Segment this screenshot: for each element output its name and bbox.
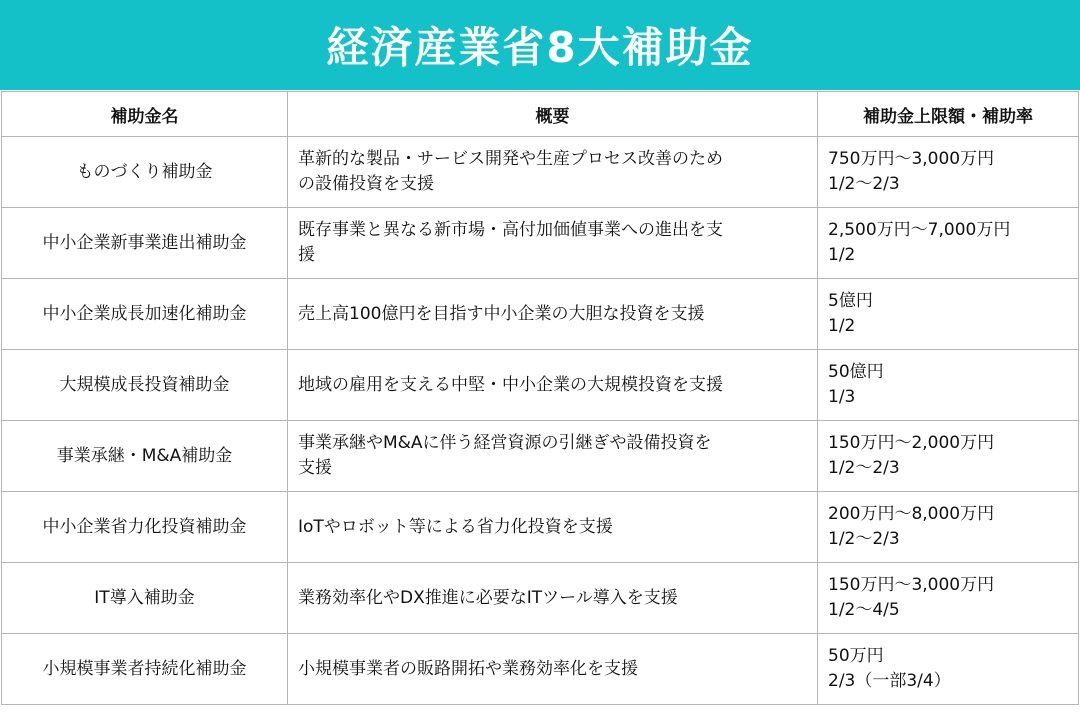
subsidy-rate: 1/2 — [828, 245, 856, 265]
limit-amount: 150万円～3,000万円 — [828, 575, 995, 595]
summary-cell — [288, 208, 818, 279]
summary-line: 革新的な製品・サービス開発や生産プロセス改善のため — [298, 149, 723, 169]
summary-cell — [288, 634, 818, 705]
subsidy-name-cell: ものづくり補助金 — [2, 137, 288, 208]
limit-amount: 50万円 — [828, 646, 884, 666]
summary-line: 小規模事業者の販路開拓や業務効率化を支援 — [298, 658, 638, 679]
table-header-row — [2, 92, 1079, 137]
limit-rate-cell — [818, 634, 1079, 705]
limit-rate-cell — [818, 421, 1079, 492]
summary-cell — [288, 563, 818, 634]
summary-line: 既存事業と異なる新市場・高付加価値事業への進出を支 — [298, 220, 723, 240]
summary-cell — [288, 279, 818, 350]
subsidy-rate: 1/2～2/3 — [828, 458, 900, 478]
limit-amount: 50億円 — [828, 362, 884, 382]
table-row — [2, 350, 1079, 421]
page-title: 経済産業省8大補助金 — [326, 23, 754, 72]
limit-rate-cell — [818, 492, 1079, 563]
table-row — [2, 137, 1079, 208]
subsidy-name-cell: 大規模成長投資補助金 — [2, 350, 288, 421]
subsidy-name-cell: 事業承継・M&A補助金 — [2, 421, 288, 492]
table-row — [2, 421, 1079, 492]
table-row — [2, 634, 1079, 705]
header-summary: 概要 — [288, 92, 818, 137]
summary-cell — [288, 137, 818, 208]
subsidy-rate: 1/2～2/3 — [828, 529, 900, 549]
summary-line: 業務効率化やDX推進に必要なITツール導入を支援 — [298, 587, 678, 608]
limit-amount: 750万円～3,000万円 — [828, 149, 995, 169]
limit-rate-cell — [818, 563, 1079, 634]
limit-rate-cell — [818, 279, 1079, 350]
subsidy-rate: 1/2～2/3 — [828, 174, 900, 194]
table-row — [2, 492, 1079, 563]
subsidy-rate: 1/2 — [828, 316, 856, 336]
header-limit-rate: 補助金上限額・補助率 — [818, 92, 1079, 137]
table-row — [2, 563, 1079, 634]
summary-line: 地域の雇用を支える中堅・中小企業の大規模投資を支援 — [298, 374, 723, 395]
summary-line: 援 — [298, 245, 315, 265]
subsidy-rate: 1/3 — [828, 387, 856, 407]
summary-line: 事業承継やM&Aに伴う経営資源の引継ぎや設備投資を — [298, 433, 712, 453]
limit-rate-cell — [818, 208, 1079, 279]
summary-cell — [288, 492, 818, 563]
limit-rate-cell — [818, 137, 1079, 208]
summary-line: 売上高100億円を目指す中小企業の大胆な投資を支援 — [298, 303, 705, 324]
subsidy-name-cell: 小規模事業者持続化補助金 — [2, 634, 288, 705]
subsidy-name-cell: 中小企業成長加速化補助金 — [2, 279, 288, 350]
limit-amount: 200万円～8,000万円 — [828, 504, 995, 524]
subsidy-name-cell: 中小企業省力化投資補助金 — [2, 492, 288, 563]
limit-rate-cell — [818, 350, 1079, 421]
header-subsidy-name: 補助金名 — [2, 92, 288, 137]
summary-line: の設備投資を支援 — [298, 174, 434, 194]
subsidy-rate: 1/2～4/5 — [828, 600, 900, 620]
subsidy-name-cell: 中小企業新事業進出補助金 — [2, 208, 288, 279]
subsidy-table — [1, 91, 1079, 705]
subsidy-rate: 2/3（一部3/4） — [828, 671, 951, 691]
table-row — [2, 279, 1079, 350]
summary-cell — [288, 350, 818, 421]
summary-line: IoTやロボット等による省力化投資を支援 — [298, 516, 613, 537]
limit-amount: 5億円 — [828, 291, 873, 311]
table-row — [2, 208, 1079, 279]
subsidy-name-cell: IT導入補助金 — [2, 563, 288, 634]
summary-cell — [288, 421, 818, 492]
title-banner — [0, 0, 1080, 90]
summary-line: 支援 — [298, 458, 332, 478]
limit-amount: 2,500万円～7,000万円 — [828, 220, 1011, 240]
limit-amount: 150万円～2,000万円 — [828, 433, 995, 453]
